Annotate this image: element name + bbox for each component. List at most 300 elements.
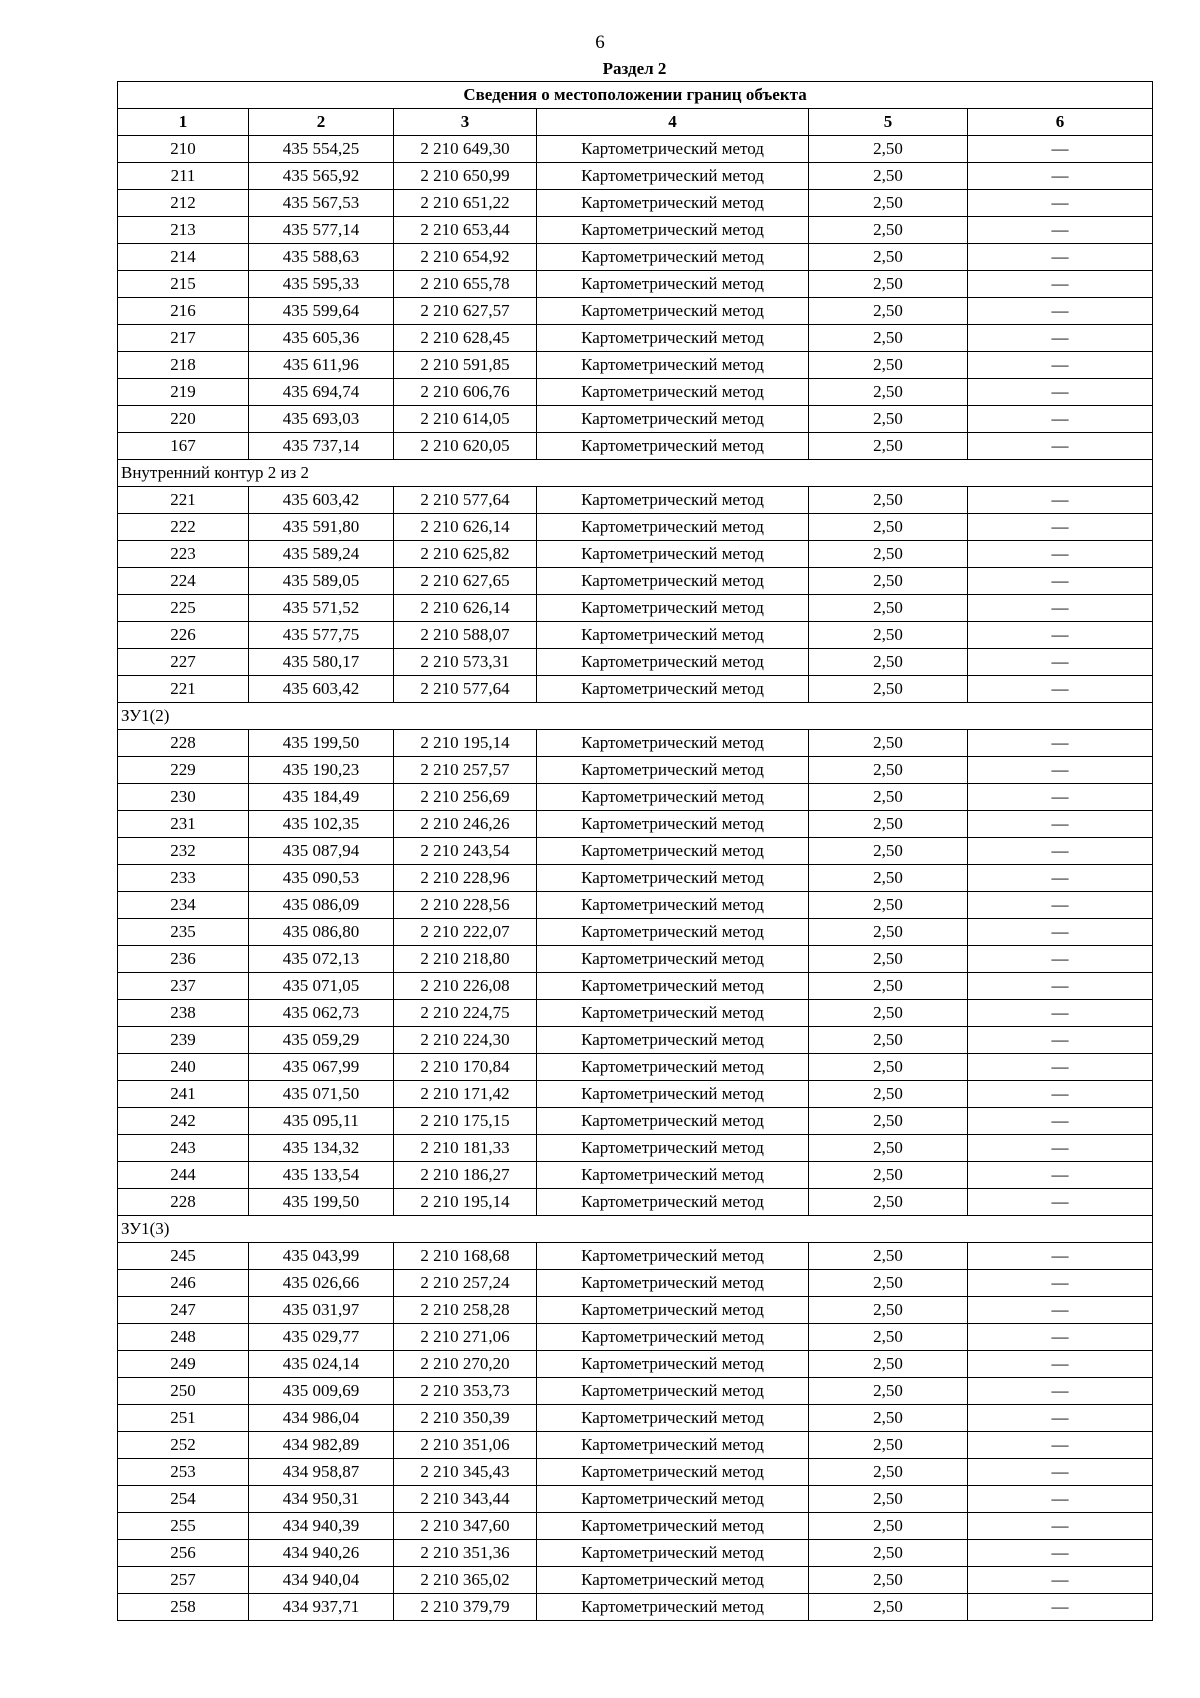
cell-point-number: 221 [118, 676, 249, 703]
cell-method: Картометрический метод [537, 163, 809, 190]
cell-method: Картометрический метод [537, 352, 809, 379]
cell-y: 2 210 170,84 [394, 1054, 537, 1081]
cell-accuracy: 2,50 [809, 217, 968, 244]
cell-y: 2 210 186,27 [394, 1162, 537, 1189]
table-row [118, 190, 1153, 217]
cell-point-number: 226 [118, 622, 249, 649]
cell-method: Картометрический метод [537, 946, 809, 973]
cell-method: Картометрический метод [537, 676, 809, 703]
cell-point-number: 213 [118, 217, 249, 244]
cell-method: Картометрический метод [537, 622, 809, 649]
table-row [118, 730, 1153, 757]
cell-description: — [968, 1243, 1153, 1270]
cell-method: Картометрический метод [537, 271, 809, 298]
cell-x: 435 603,42 [249, 676, 394, 703]
cell-accuracy: 2,50 [809, 190, 968, 217]
cell-y: 2 210 181,33 [394, 1135, 537, 1162]
cell-method: Картометрический метод [537, 1351, 809, 1378]
cell-point-number: 235 [118, 919, 249, 946]
cell-point-number: 247 [118, 1297, 249, 1324]
cell-y: 2 210 626,14 [394, 514, 537, 541]
cell-y: 2 210 620,05 [394, 433, 537, 460]
cell-y: 2 210 627,57 [394, 298, 537, 325]
cell-description: — [968, 1189, 1153, 1216]
cell-description: — [968, 1540, 1153, 1567]
cell-point-number: 243 [118, 1135, 249, 1162]
cell-accuracy: 2,50 [809, 244, 968, 271]
cell-method: Картометрический метод [537, 892, 809, 919]
group-label: ЗУ1(3) [118, 1216, 1153, 1243]
column-header-1: 1 [118, 109, 249, 136]
cell-point-number: 245 [118, 1243, 249, 1270]
cell-accuracy: 2,50 [809, 595, 968, 622]
cell-y: 2 210 626,14 [394, 595, 537, 622]
cell-y: 2 210 627,65 [394, 568, 537, 595]
cell-y: 2 210 195,14 [394, 1189, 537, 1216]
cell-method: Картометрический метод [537, 433, 809, 460]
cell-accuracy: 2,50 [809, 622, 968, 649]
cell-description: — [968, 568, 1153, 595]
table-row [118, 1135, 1153, 1162]
table-row [118, 325, 1153, 352]
cell-description: — [968, 649, 1153, 676]
cell-y: 2 210 246,26 [394, 811, 537, 838]
cell-x: 435 554,25 [249, 136, 394, 163]
cell-y: 2 210 649,30 [394, 136, 537, 163]
table-row [118, 757, 1153, 784]
cell-point-number: 258 [118, 1594, 249, 1621]
cell-point-number: 221 [118, 487, 249, 514]
cell-accuracy: 2,50 [809, 919, 968, 946]
table-row [118, 1567, 1153, 1594]
table-title-row [118, 82, 1153, 109]
table-row [118, 298, 1153, 325]
cell-point-number: 255 [118, 1513, 249, 1540]
cell-x: 435 199,50 [249, 730, 394, 757]
cell-description: — [968, 487, 1153, 514]
cell-description: — [968, 1351, 1153, 1378]
cell-description: — [968, 946, 1153, 973]
cell-method: Картометрический метод [537, 1000, 809, 1027]
cell-description: — [968, 433, 1153, 460]
cell-description: — [968, 1297, 1153, 1324]
cell-point-number: 218 [118, 352, 249, 379]
cell-y: 2 210 653,44 [394, 217, 537, 244]
cell-description: — [968, 514, 1153, 541]
cell-x: 434 958,87 [249, 1459, 394, 1486]
column-header-2: 2 [249, 109, 394, 136]
cell-description: — [968, 1027, 1153, 1054]
cell-y: 2 210 222,07 [394, 919, 537, 946]
cell-x: 435 588,63 [249, 244, 394, 271]
cell-description: — [968, 1324, 1153, 1351]
cell-point-number: 251 [118, 1405, 249, 1432]
cell-description: — [968, 1594, 1153, 1621]
cell-x: 435 580,17 [249, 649, 394, 676]
cell-description: — [968, 1513, 1153, 1540]
table-row [118, 1054, 1153, 1081]
cell-accuracy: 2,50 [809, 298, 968, 325]
cell-point-number: 240 [118, 1054, 249, 1081]
cell-y: 2 210 351,36 [394, 1540, 537, 1567]
cell-y: 2 210 350,39 [394, 1405, 537, 1432]
cell-x: 435 102,35 [249, 811, 394, 838]
cell-x: 435 029,77 [249, 1324, 394, 1351]
cell-x: 435 589,05 [249, 568, 394, 595]
cell-point-number: 215 [118, 271, 249, 298]
cell-description: — [968, 1270, 1153, 1297]
table-title: Сведения о местоположении границ объекта [118, 82, 1153, 109]
cell-method: Картометрический метод [537, 136, 809, 163]
group-row [118, 1216, 1153, 1243]
section-title: Раздел 2 [602, 59, 667, 78]
table-row [118, 1324, 1153, 1351]
cell-point-number: 225 [118, 595, 249, 622]
cell-description: — [968, 892, 1153, 919]
cell-y: 2 210 573,31 [394, 649, 537, 676]
cell-accuracy: 2,50 [809, 136, 968, 163]
cell-method: Картометрический метод [537, 919, 809, 946]
cell-description: — [968, 1567, 1153, 1594]
cell-method: Картометрический метод [537, 1081, 809, 1108]
cell-x: 435 026,66 [249, 1270, 394, 1297]
cell-accuracy: 2,50 [809, 271, 968, 298]
cell-description: — [968, 325, 1153, 352]
table-row [118, 865, 1153, 892]
cell-point-number: 236 [118, 946, 249, 973]
cell-point-number: 249 [118, 1351, 249, 1378]
cell-y: 2 210 588,07 [394, 622, 537, 649]
cell-method: Картометрический метод [537, 757, 809, 784]
cell-x: 435 190,23 [249, 757, 394, 784]
cell-description: — [968, 190, 1153, 217]
cell-method: Картометрический метод [537, 379, 809, 406]
table-row [118, 973, 1153, 1000]
cell-method: Картометрический метод [537, 838, 809, 865]
cell-y: 2 210 343,44 [394, 1486, 537, 1513]
cell-y: 2 210 224,30 [394, 1027, 537, 1054]
cell-y: 2 210 614,05 [394, 406, 537, 433]
cell-y: 2 210 175,15 [394, 1108, 537, 1135]
column-header-3: 3 [394, 109, 537, 136]
table-row [118, 784, 1153, 811]
cell-x: 435 694,74 [249, 379, 394, 406]
cell-description: — [968, 1405, 1153, 1432]
cell-method: Картометрический метод [537, 1567, 809, 1594]
table-header-row [118, 109, 1153, 136]
table-row [118, 136, 1153, 163]
cell-y: 2 210 256,69 [394, 784, 537, 811]
cell-method: Картометрический метод [537, 217, 809, 244]
cell-accuracy: 2,50 [809, 1513, 968, 1540]
cell-x: 434 986,04 [249, 1405, 394, 1432]
cell-accuracy: 2,50 [809, 1594, 968, 1621]
cell-x: 435 571,52 [249, 595, 394, 622]
cell-description: — [968, 541, 1153, 568]
cell-point-number: 217 [118, 325, 249, 352]
cell-x: 434 937,71 [249, 1594, 394, 1621]
cell-x: 435 072,13 [249, 946, 394, 973]
cell-point-number: 239 [118, 1027, 249, 1054]
cell-accuracy: 2,50 [809, 1351, 968, 1378]
cell-x: 434 982,89 [249, 1432, 394, 1459]
cell-y: 2 210 591,85 [394, 352, 537, 379]
cell-x: 434 950,31 [249, 1486, 394, 1513]
cell-accuracy: 2,50 [809, 325, 968, 352]
cell-description: — [968, 244, 1153, 271]
cell-method: Картометрический метод [537, 1054, 809, 1081]
cell-y: 2 210 650,99 [394, 163, 537, 190]
cell-description: — [968, 379, 1153, 406]
cell-method: Картометрический метод [537, 298, 809, 325]
table-row [118, 1405, 1153, 1432]
table-row [118, 919, 1153, 946]
table-row [118, 352, 1153, 379]
cell-accuracy: 2,50 [809, 865, 968, 892]
cell-method: Картометрический метод [537, 1432, 809, 1459]
cell-x: 435 605,36 [249, 325, 394, 352]
cell-point-number: 224 [118, 568, 249, 595]
cell-point-number: 228 [118, 1189, 249, 1216]
cell-x: 435 062,73 [249, 1000, 394, 1027]
cell-accuracy: 2,50 [809, 1054, 968, 1081]
cell-y: 2 210 379,79 [394, 1594, 537, 1621]
cell-accuracy: 2,50 [809, 1270, 968, 1297]
cell-x: 435 087,94 [249, 838, 394, 865]
cell-description: — [968, 919, 1153, 946]
cell-x: 435 565,92 [249, 163, 394, 190]
cell-x: 435 059,29 [249, 1027, 394, 1054]
cell-accuracy: 2,50 [809, 433, 968, 460]
cell-x: 435 134,32 [249, 1135, 394, 1162]
cell-method: Картометрический метод [537, 1405, 809, 1432]
table-row [118, 838, 1153, 865]
table-row [118, 163, 1153, 190]
cell-accuracy: 2,50 [809, 487, 968, 514]
cell-y: 2 210 226,08 [394, 973, 537, 1000]
table-row [118, 1459, 1153, 1486]
cell-x: 435 090,53 [249, 865, 394, 892]
cell-point-number: 254 [118, 1486, 249, 1513]
table-row [118, 1189, 1153, 1216]
table-row [118, 1594, 1153, 1621]
cell-point-number: 223 [118, 541, 249, 568]
cell-accuracy: 2,50 [809, 973, 968, 1000]
table-row [118, 1486, 1153, 1513]
cell-y: 2 210 228,96 [394, 865, 537, 892]
cell-point-number: 250 [118, 1378, 249, 1405]
cell-method: Картометрический метод [537, 973, 809, 1000]
cell-method: Картометрический метод [537, 1135, 809, 1162]
cell-y: 2 210 218,80 [394, 946, 537, 973]
table-row [118, 487, 1153, 514]
table-row [118, 217, 1153, 244]
cell-description: — [968, 1378, 1153, 1405]
cell-y: 2 210 347,60 [394, 1513, 537, 1540]
cell-accuracy: 2,50 [809, 352, 968, 379]
cell-description: — [968, 1135, 1153, 1162]
cell-x: 435 603,42 [249, 487, 394, 514]
cell-point-number: 238 [118, 1000, 249, 1027]
table-row [118, 946, 1153, 973]
cell-description: — [968, 271, 1153, 298]
cell-y: 2 210 257,24 [394, 1270, 537, 1297]
cell-accuracy: 2,50 [809, 1027, 968, 1054]
cell-x: 435 589,24 [249, 541, 394, 568]
cell-x: 435 071,05 [249, 973, 394, 1000]
group-row [118, 703, 1153, 730]
cell-accuracy: 2,50 [809, 811, 968, 838]
cell-method: Картометрический метод [537, 1270, 809, 1297]
cell-point-number: 233 [118, 865, 249, 892]
cell-description: — [968, 973, 1153, 1000]
cell-y: 2 210 271,06 [394, 1324, 537, 1351]
cell-accuracy: 2,50 [809, 1324, 968, 1351]
cell-x: 435 591,80 [249, 514, 394, 541]
table-row [118, 1351, 1153, 1378]
cell-method: Картометрический метод [537, 1540, 809, 1567]
cell-accuracy: 2,50 [809, 1297, 968, 1324]
cell-point-number: 214 [118, 244, 249, 271]
cell-description: — [968, 622, 1153, 649]
cell-method: Картометрический метод [537, 514, 809, 541]
cell-method: Картометрический метод [537, 1513, 809, 1540]
cell-y: 2 210 270,20 [394, 1351, 537, 1378]
table-row [118, 514, 1153, 541]
cell-method: Картометрический метод [537, 1108, 809, 1135]
table-row [118, 1243, 1153, 1270]
cell-x: 434 940,04 [249, 1567, 394, 1594]
cell-x: 435 095,11 [249, 1108, 394, 1135]
table-row [118, 1432, 1153, 1459]
cell-point-number: 257 [118, 1567, 249, 1594]
cell-accuracy: 2,50 [809, 1378, 968, 1405]
cell-x: 435 086,80 [249, 919, 394, 946]
cell-point-number: 219 [118, 379, 249, 406]
cell-method: Картометрический метод [537, 1297, 809, 1324]
cell-method: Картометрический метод [537, 406, 809, 433]
group-label: Внутренний контур 2 из 2 [118, 460, 1153, 487]
cell-method: Картометрический метод [537, 568, 809, 595]
cell-point-number: 252 [118, 1432, 249, 1459]
cell-description: — [968, 1054, 1153, 1081]
cell-y: 2 210 365,02 [394, 1567, 537, 1594]
cell-method: Картометрический метод [537, 649, 809, 676]
cell-y: 2 210 258,28 [394, 1297, 537, 1324]
cell-accuracy: 2,50 [809, 730, 968, 757]
cell-method: Картометрический метод [537, 325, 809, 352]
cell-y: 2 210 345,43 [394, 1459, 537, 1486]
cell-point-number: 216 [118, 298, 249, 325]
cell-accuracy: 2,50 [809, 676, 968, 703]
cell-accuracy: 2,50 [809, 1540, 968, 1567]
cell-accuracy: 2,50 [809, 946, 968, 973]
cell-accuracy: 2,50 [809, 1162, 968, 1189]
cell-y: 2 210 228,56 [394, 892, 537, 919]
cell-x: 435 133,54 [249, 1162, 394, 1189]
cell-method: Картометрический метод [537, 1189, 809, 1216]
table-row [118, 622, 1153, 649]
cell-y: 2 210 171,42 [394, 1081, 537, 1108]
cell-point-number: 212 [118, 190, 249, 217]
cell-description: — [968, 136, 1153, 163]
cell-accuracy: 2,50 [809, 1135, 968, 1162]
cell-description: — [968, 406, 1153, 433]
table-row [118, 541, 1153, 568]
table-row [118, 1108, 1153, 1135]
cell-method: Картометрический метод [537, 784, 809, 811]
cell-point-number: 210 [118, 136, 249, 163]
cell-point-number: 234 [118, 892, 249, 919]
cell-y: 2 210 243,54 [394, 838, 537, 865]
cell-method: Картометрический метод [537, 811, 809, 838]
cell-x: 435 577,75 [249, 622, 394, 649]
cell-x: 435 086,09 [249, 892, 394, 919]
cell-method: Картометрический метод [537, 1027, 809, 1054]
column-header-6: 6 [968, 109, 1153, 136]
cell-y: 2 210 606,76 [394, 379, 537, 406]
cell-point-number: 228 [118, 730, 249, 757]
table-row [118, 811, 1153, 838]
cell-y: 2 210 577,64 [394, 487, 537, 514]
cell-description: — [968, 1459, 1153, 1486]
cell-accuracy: 2,50 [809, 838, 968, 865]
cell-point-number: 232 [118, 838, 249, 865]
cell-x: 435 199,50 [249, 1189, 394, 1216]
cell-accuracy: 2,50 [809, 1405, 968, 1432]
cell-description: — [968, 1432, 1153, 1459]
cell-x: 435 031,97 [249, 1297, 394, 1324]
cell-x: 435 067,99 [249, 1054, 394, 1081]
cell-accuracy: 2,50 [809, 1108, 968, 1135]
cell-point-number: 244 [118, 1162, 249, 1189]
cell-accuracy: 2,50 [809, 1459, 968, 1486]
table-row [118, 1162, 1153, 1189]
cell-accuracy: 2,50 [809, 1432, 968, 1459]
cell-description: — [968, 730, 1153, 757]
cell-method: Картометрический метод [537, 190, 809, 217]
cell-accuracy: 2,50 [809, 1243, 968, 1270]
table-row [118, 676, 1153, 703]
table-row [118, 1297, 1153, 1324]
cell-point-number: 246 [118, 1270, 249, 1297]
table-row [118, 1540, 1153, 1567]
cell-accuracy: 2,50 [809, 379, 968, 406]
cell-description: — [968, 217, 1153, 244]
cell-point-number: 229 [118, 757, 249, 784]
cell-x: 435 577,14 [249, 217, 394, 244]
cell-method: Картометрический метод [537, 244, 809, 271]
cell-description: — [968, 676, 1153, 703]
table-row [118, 595, 1153, 622]
cell-accuracy: 2,50 [809, 1567, 968, 1594]
cell-accuracy: 2,50 [809, 784, 968, 811]
cell-accuracy: 2,50 [809, 1189, 968, 1216]
cell-point-number: 231 [118, 811, 249, 838]
cell-y: 2 210 224,75 [394, 1000, 537, 1027]
cell-method: Картометрический метод [537, 730, 809, 757]
cell-method: Картометрический метод [537, 487, 809, 514]
cell-y: 2 210 353,73 [394, 1378, 537, 1405]
cell-description: — [968, 352, 1153, 379]
cell-point-number: 237 [118, 973, 249, 1000]
cell-point-number: 227 [118, 649, 249, 676]
cell-method: Картометрический метод [537, 865, 809, 892]
table-row [118, 1378, 1153, 1405]
cell-description: — [968, 811, 1153, 838]
cell-y: 2 210 168,68 [394, 1243, 537, 1270]
table-row [118, 892, 1153, 919]
